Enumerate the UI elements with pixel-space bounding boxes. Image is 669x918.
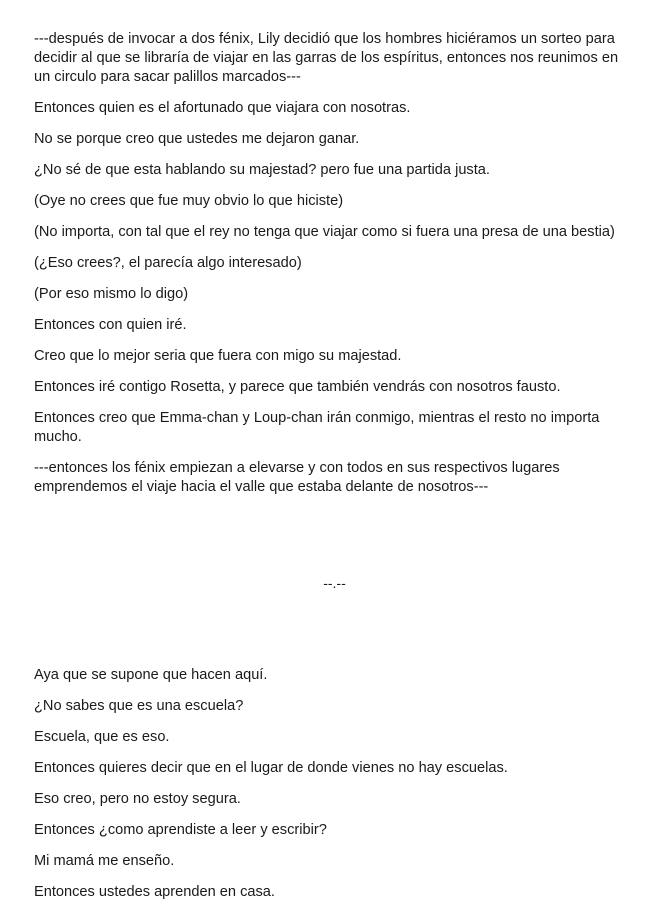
paragraph: Entonces con quien iré. (34, 317, 187, 333)
paragraph: Entonces quieres decir que en el lugar de donde vienes no hay escuelas. (34, 760, 508, 776)
paragraph: (Oye no crees que fue muy obvio lo que hiciste) (34, 193, 344, 209)
paragraph: Eso creo, pero no estoy segura. (34, 791, 241, 807)
document-section-2 (34, 666, 634, 914)
paragraph: Entonces iré contigo Rosetta, y parece que también vendrás con nosotros fausto. (34, 379, 561, 395)
scene-separator: --.-- (323, 575, 346, 591)
paragraph: ---después de invocar a dos fénix, Lily decidió que los hombres hiciéramos un sorteo para decidir al que se libraría de viajar en las garras de los espíritus, entonces nos reunimos en un circulo para sacar palillos marcados--- (34, 31, 619, 85)
paragraph: Entonces creo que Emma-chan y Loup-chan irán conmigo, mientras el resto no importa mucho. (34, 410, 600, 445)
paragraph: Entonces ustedes aprenden en casa. (34, 884, 275, 900)
paragraph: Entonces ¿como aprendiste a leer y escribir? (34, 822, 327, 838)
paragraph: Escuela, que es eso. (34, 729, 170, 745)
paragraph: ¿No sabes que es una escuela? (34, 698, 244, 714)
paragraph: Mi mamá me enseño. (34, 853, 175, 869)
document-section-1 (34, 30, 634, 509)
paragraph: Aya que se supone que hacen aquí. (34, 667, 268, 683)
paragraph: ¿No sé de que esta hablando su majestad? pero fue una partida justa. (34, 162, 490, 178)
paragraph: No se porque creo que ustedes me dejaron ganar. (34, 131, 360, 147)
paragraph: (No importa, con tal que el rey no tenga que viajar como si fuera una presa de una bestia) (34, 224, 615, 240)
paragraph: Entonces quien es el afortunado que viajara con nosotras. (34, 100, 411, 116)
paragraph: (¿Eso crees?, el parecía algo interesado) (34, 255, 302, 271)
paragraph: ---entonces los fénix empiezan a elevarse y con todos en sus respectivos lugares emprendemos el viaje hacia el valle que estaba delante de nosotros--- (34, 460, 560, 495)
paragraph: Creo que lo mejor seria que fuera con migo su majestad. (34, 348, 402, 364)
paragraph: (Por eso mismo lo digo) (34, 286, 189, 302)
